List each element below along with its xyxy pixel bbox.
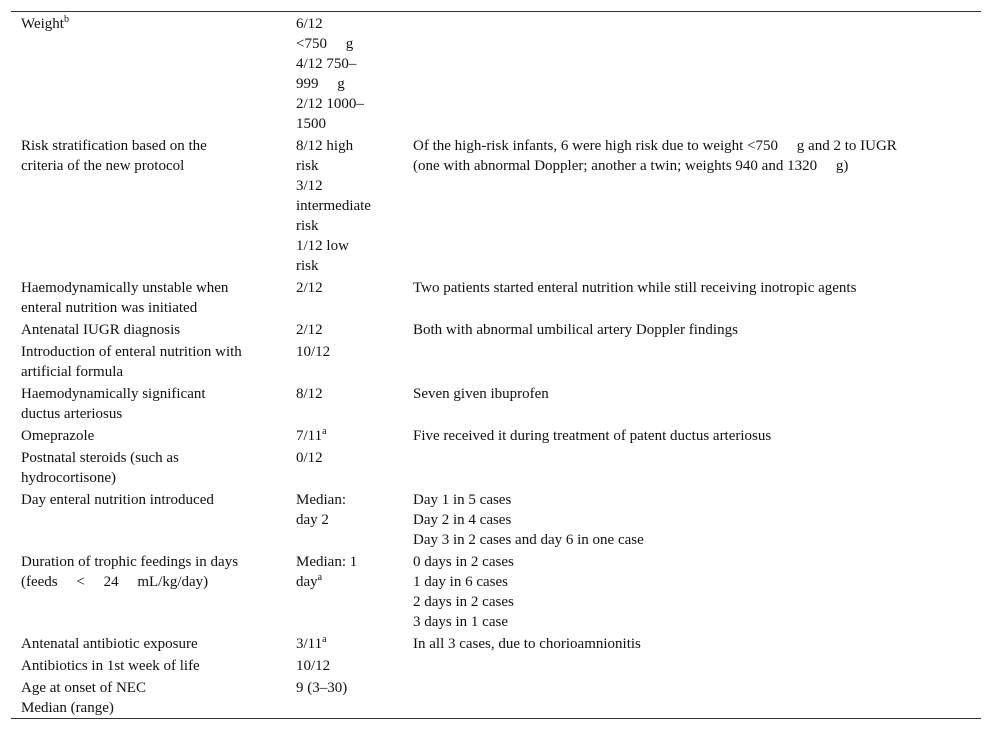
row-value-line [296,678,413,698]
row-comment-text: (one with abnormal Doppler; another a twin; weights 940 and 1320 g) [413,158,849,174]
row-comment [413,676,981,718]
row-label-line [21,490,296,510]
row-comment-line [413,530,981,550]
row-comment-text: 0 days in 2 cases [413,554,514,570]
row-comment [413,550,981,632]
row-label [11,654,296,676]
table-row [11,550,981,632]
row-value-line [296,572,413,592]
row-label-line [21,404,296,424]
row-label-text: Antenatal antibiotic exposure [21,636,198,652]
row-comment-text: 3 days in 1 case [413,614,508,630]
footnote-marker: b [63,14,69,25]
row-value-text: day [296,574,318,590]
table-body [11,12,981,718]
row-value [296,134,413,276]
row-comment-text: Day 1 in 5 cases [413,492,512,508]
row-value-line [296,490,413,510]
row-value-text: 6/12 [296,16,323,32]
table-row [11,446,981,488]
row-value-line [296,634,413,654]
row-value-text: 1/12 low [296,238,349,254]
row-comment-line [413,634,981,654]
row-value-text: 2/12 [296,322,323,338]
row-comment-text: Both with abnormal umbilical artery Doppler findings [413,322,738,338]
row-value-line [296,256,413,276]
row-comment-line [413,510,981,530]
row-label [11,632,296,654]
row-label-line [21,426,296,446]
table-row [11,12,981,134]
row-comment [413,340,981,382]
row-label [11,276,296,318]
row-value-text: 7/11 [296,428,323,444]
row-value-text: intermediate [296,198,371,214]
row-comment-text: Two patients started enteral nutrition while still receiving inotropic agents [413,280,857,296]
row-label-text: Omeprazole [21,428,95,444]
row-value-line [296,552,413,572]
row-value-text: <750 g [296,36,354,52]
row-comment-line [413,278,981,298]
footnote-marker: a [322,634,327,645]
row-comment-text: Five received it during treatment of patent ductus arteriosus [413,428,772,444]
row-value-text: 1500 [296,116,326,132]
row-value-text: 9 (3–30) [296,680,348,696]
row-label-line [21,384,296,404]
row-label [11,488,296,550]
row-label-line [21,468,296,488]
row-comment [413,424,981,446]
row-comment [413,446,981,488]
table-row [11,654,981,676]
row-label-line [21,298,296,318]
row-label [11,382,296,424]
table-row [11,276,981,318]
row-comment-text: Day 3 in 2 cases and day 6 in one case [413,532,644,548]
row-comment-text: In all 3 cases, due to chorioamnionitis [413,636,641,652]
row-value-text: 8/12 high [296,138,354,154]
row-comment [413,134,981,276]
row-comment-line [413,156,981,176]
row-comment-line [413,136,981,156]
row-value-text: 8/12 [296,386,323,402]
row-value-text: 2/12 1000– [296,96,364,112]
row-value [296,276,413,318]
row-label-line [21,14,296,34]
row-label-text: Haemodynamically unstable when [21,280,229,296]
row-comment [413,12,981,134]
row-value-line [296,34,413,54]
row-label-text: Duration of trophic feedings in days [21,554,239,570]
row-comment [413,318,981,340]
row-value-line [296,656,413,676]
row-value [296,488,413,550]
row-value-text: 3/11 [296,636,323,652]
row-value-text: 3/12 [296,178,323,194]
row-label-text: Median (range) [21,700,114,716]
row-value-text: day 2 [296,512,329,528]
row-value-line [296,426,413,446]
row-label [11,550,296,632]
row-value [296,446,413,488]
row-comment-text: Of the high-risk infants, 6 were high risk due to weight <750 g and 2 to IUGR [413,138,897,154]
table-row [11,632,981,654]
row-value-text: Median: [296,492,346,508]
row-label-line [21,136,296,156]
row-label [11,446,296,488]
row-value-text: risk [296,258,319,274]
row-label-line [21,698,296,718]
row-value-text: 10/12 [296,658,331,674]
row-label [11,424,296,446]
row-comment-line [413,592,981,612]
row-label-line [21,362,296,382]
row-label-line [21,320,296,340]
row-label-text: enteral nutrition was initiated [21,300,198,316]
row-value [296,318,413,340]
row-value [296,424,413,446]
row-comment-text: 2 days in 2 cases [413,594,514,610]
row-comment [413,382,981,424]
row-label-line [21,552,296,572]
row-value-line [296,320,413,340]
row-value-line [296,278,413,298]
row-value [296,12,413,134]
footnote-marker: a [322,426,327,437]
row-value [296,382,413,424]
row-label [11,340,296,382]
table-row [11,424,981,446]
table-row [11,318,981,340]
row-value-text: risk [296,158,319,174]
row-comment-text: 1 day in 6 cases [413,574,508,590]
row-comment-text: Seven given ibuprofen [413,386,549,402]
row-comment-line [413,490,981,510]
row-value-line [296,384,413,404]
row-label-line [21,278,296,298]
row-label [11,318,296,340]
row-value-line [296,236,413,256]
data-table [11,11,981,719]
row-value-line [296,156,413,176]
row-value-line [296,94,413,114]
table-row [11,340,981,382]
row-label-text: ductus arteriosus [21,406,123,422]
row-comment-line [413,320,981,340]
row-label [11,12,296,134]
table-row [11,488,981,550]
row-label-line [21,572,296,592]
row-value-line [296,196,413,216]
row-label-text: Introduction of enteral nutrition with [21,344,242,360]
row-label [11,676,296,718]
row-label-text: Risk stratification based on the [21,138,207,154]
row-value [296,676,413,718]
row-comment [413,654,981,676]
row-label-line [21,342,296,362]
row-comment-text: Day 2 in 4 cases [413,512,512,528]
footnote-marker: a [317,572,323,583]
row-value-text: 10/12 [296,344,331,360]
row-value-text: 4/12 750– [296,56,357,72]
row-comment [413,488,981,550]
row-label-text: Day enteral nutrition introduced [21,492,214,508]
row-value-line [296,448,413,468]
row-comment-line [413,552,981,572]
row-label-line [21,156,296,176]
row-value-line [296,114,413,134]
table-row [11,676,981,718]
row-comment [413,632,981,654]
row-value-text: risk [296,218,319,234]
row-comment-line [413,572,981,592]
row-value [296,632,413,654]
row-label-line [21,448,296,468]
row-value-line [296,342,413,362]
row-label-text: (feeds < 24 mL/kg/day) [21,574,209,590]
row-comment-line [413,426,981,446]
row-value-line [296,176,413,196]
row-label-text: artificial formula [21,364,124,380]
row-value-line [296,54,413,74]
row-label-line [21,678,296,698]
row-comment [413,276,981,318]
row-value-text: 999 g [296,76,345,92]
row-label-text: hydrocortisone) [21,470,116,486]
row-value-line [296,74,413,94]
row-value-line [296,216,413,236]
row-label-text: Weight [21,16,64,32]
row-label-text: Postnatal steroids (such as [21,450,179,466]
row-comment-line [413,384,981,404]
row-label-text: Haemodynamically significant [21,386,206,402]
row-label-text: Age at onset of NEC [21,680,146,696]
table-row [11,382,981,424]
row-label-text: Antibiotics in 1st week of life [21,658,200,674]
row-label-text: Antenatal IUGR diagnosis [21,322,181,338]
row-value-text: Median: 1 [296,554,358,570]
row-comment-line [413,612,981,632]
row-value [296,654,413,676]
row-label-line [21,634,296,654]
row-value [296,550,413,632]
row-value-line [296,14,413,34]
row-value-line [296,510,413,530]
row-label-line [21,656,296,676]
row-label [11,134,296,276]
row-value-line [296,136,413,156]
table-row [11,134,981,276]
row-label-text: criteria of the new protocol [21,158,185,174]
row-value-text: 0/12 [296,450,323,466]
row-value [296,340,413,382]
row-value-text: 2/12 [296,280,323,296]
